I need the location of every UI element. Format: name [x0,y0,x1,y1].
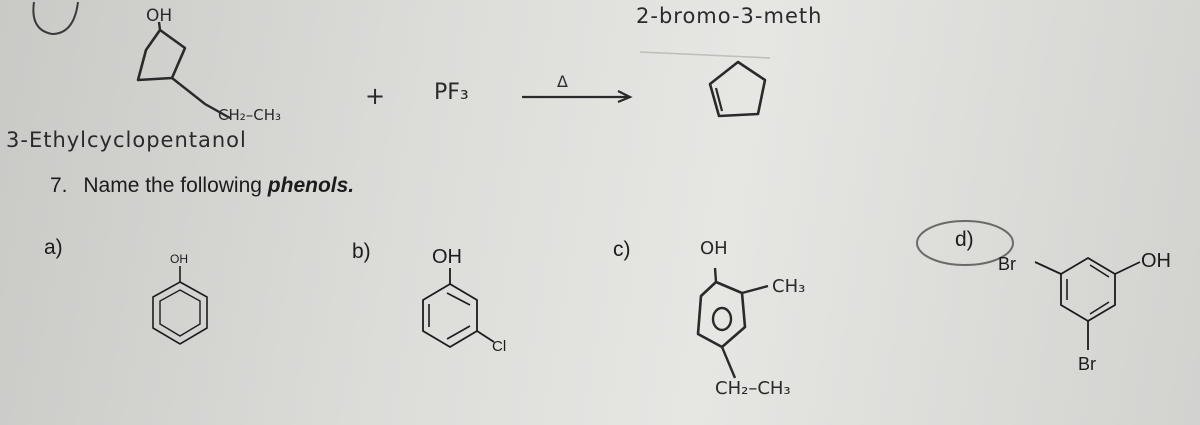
molecule-b-cl: Cl [492,338,507,355]
molecule-c-methyl: CH₃ [772,276,806,297]
label-d: d) [955,228,974,251]
question-heading [50,174,354,198]
plus-sign: + [365,82,386,110]
molecule-c-ethyl: CH₂–CH₃ [715,378,791,399]
question-number-circle [33,2,78,34]
label-a: a) [44,236,63,259]
molecule-d-ring [1035,258,1140,350]
cyclopentene-ring [710,62,765,116]
cyclopentanol-ring [138,30,185,80]
molecule-c-oh: OH [700,238,728,259]
reactant-oh-label: OH [146,6,173,26]
question-text: Name the following [83,174,268,197]
reagent-label: PF₃ [434,80,469,105]
reaction-arrow [522,91,630,102]
molecule-d-br-bottom: Br [1078,354,1096,374]
molecule-a-oh: OH [170,252,188,266]
question-number: 7. [50,174,68,197]
molecule-b-ring [423,268,494,347]
molecule-d-oh: OH [1141,250,1171,272]
molecule-a-ring [153,266,207,344]
reactant-name: 3-Ethylcyclopentanol [6,128,247,152]
molecule-d-br-left: Br [998,254,1016,274]
heat-symbol: Δ [557,72,568,91]
label-b: b) [352,240,371,263]
label-c: c) [613,238,631,261]
product-name: 2-bromo-3-meth [636,4,823,28]
molecule-b-oh: OH [432,246,462,268]
reactant-ethyl-label: CH₂–CH₃ [218,106,282,124]
question-emphasis: phenols. [267,174,355,197]
molecule-c-ring [698,268,768,378]
